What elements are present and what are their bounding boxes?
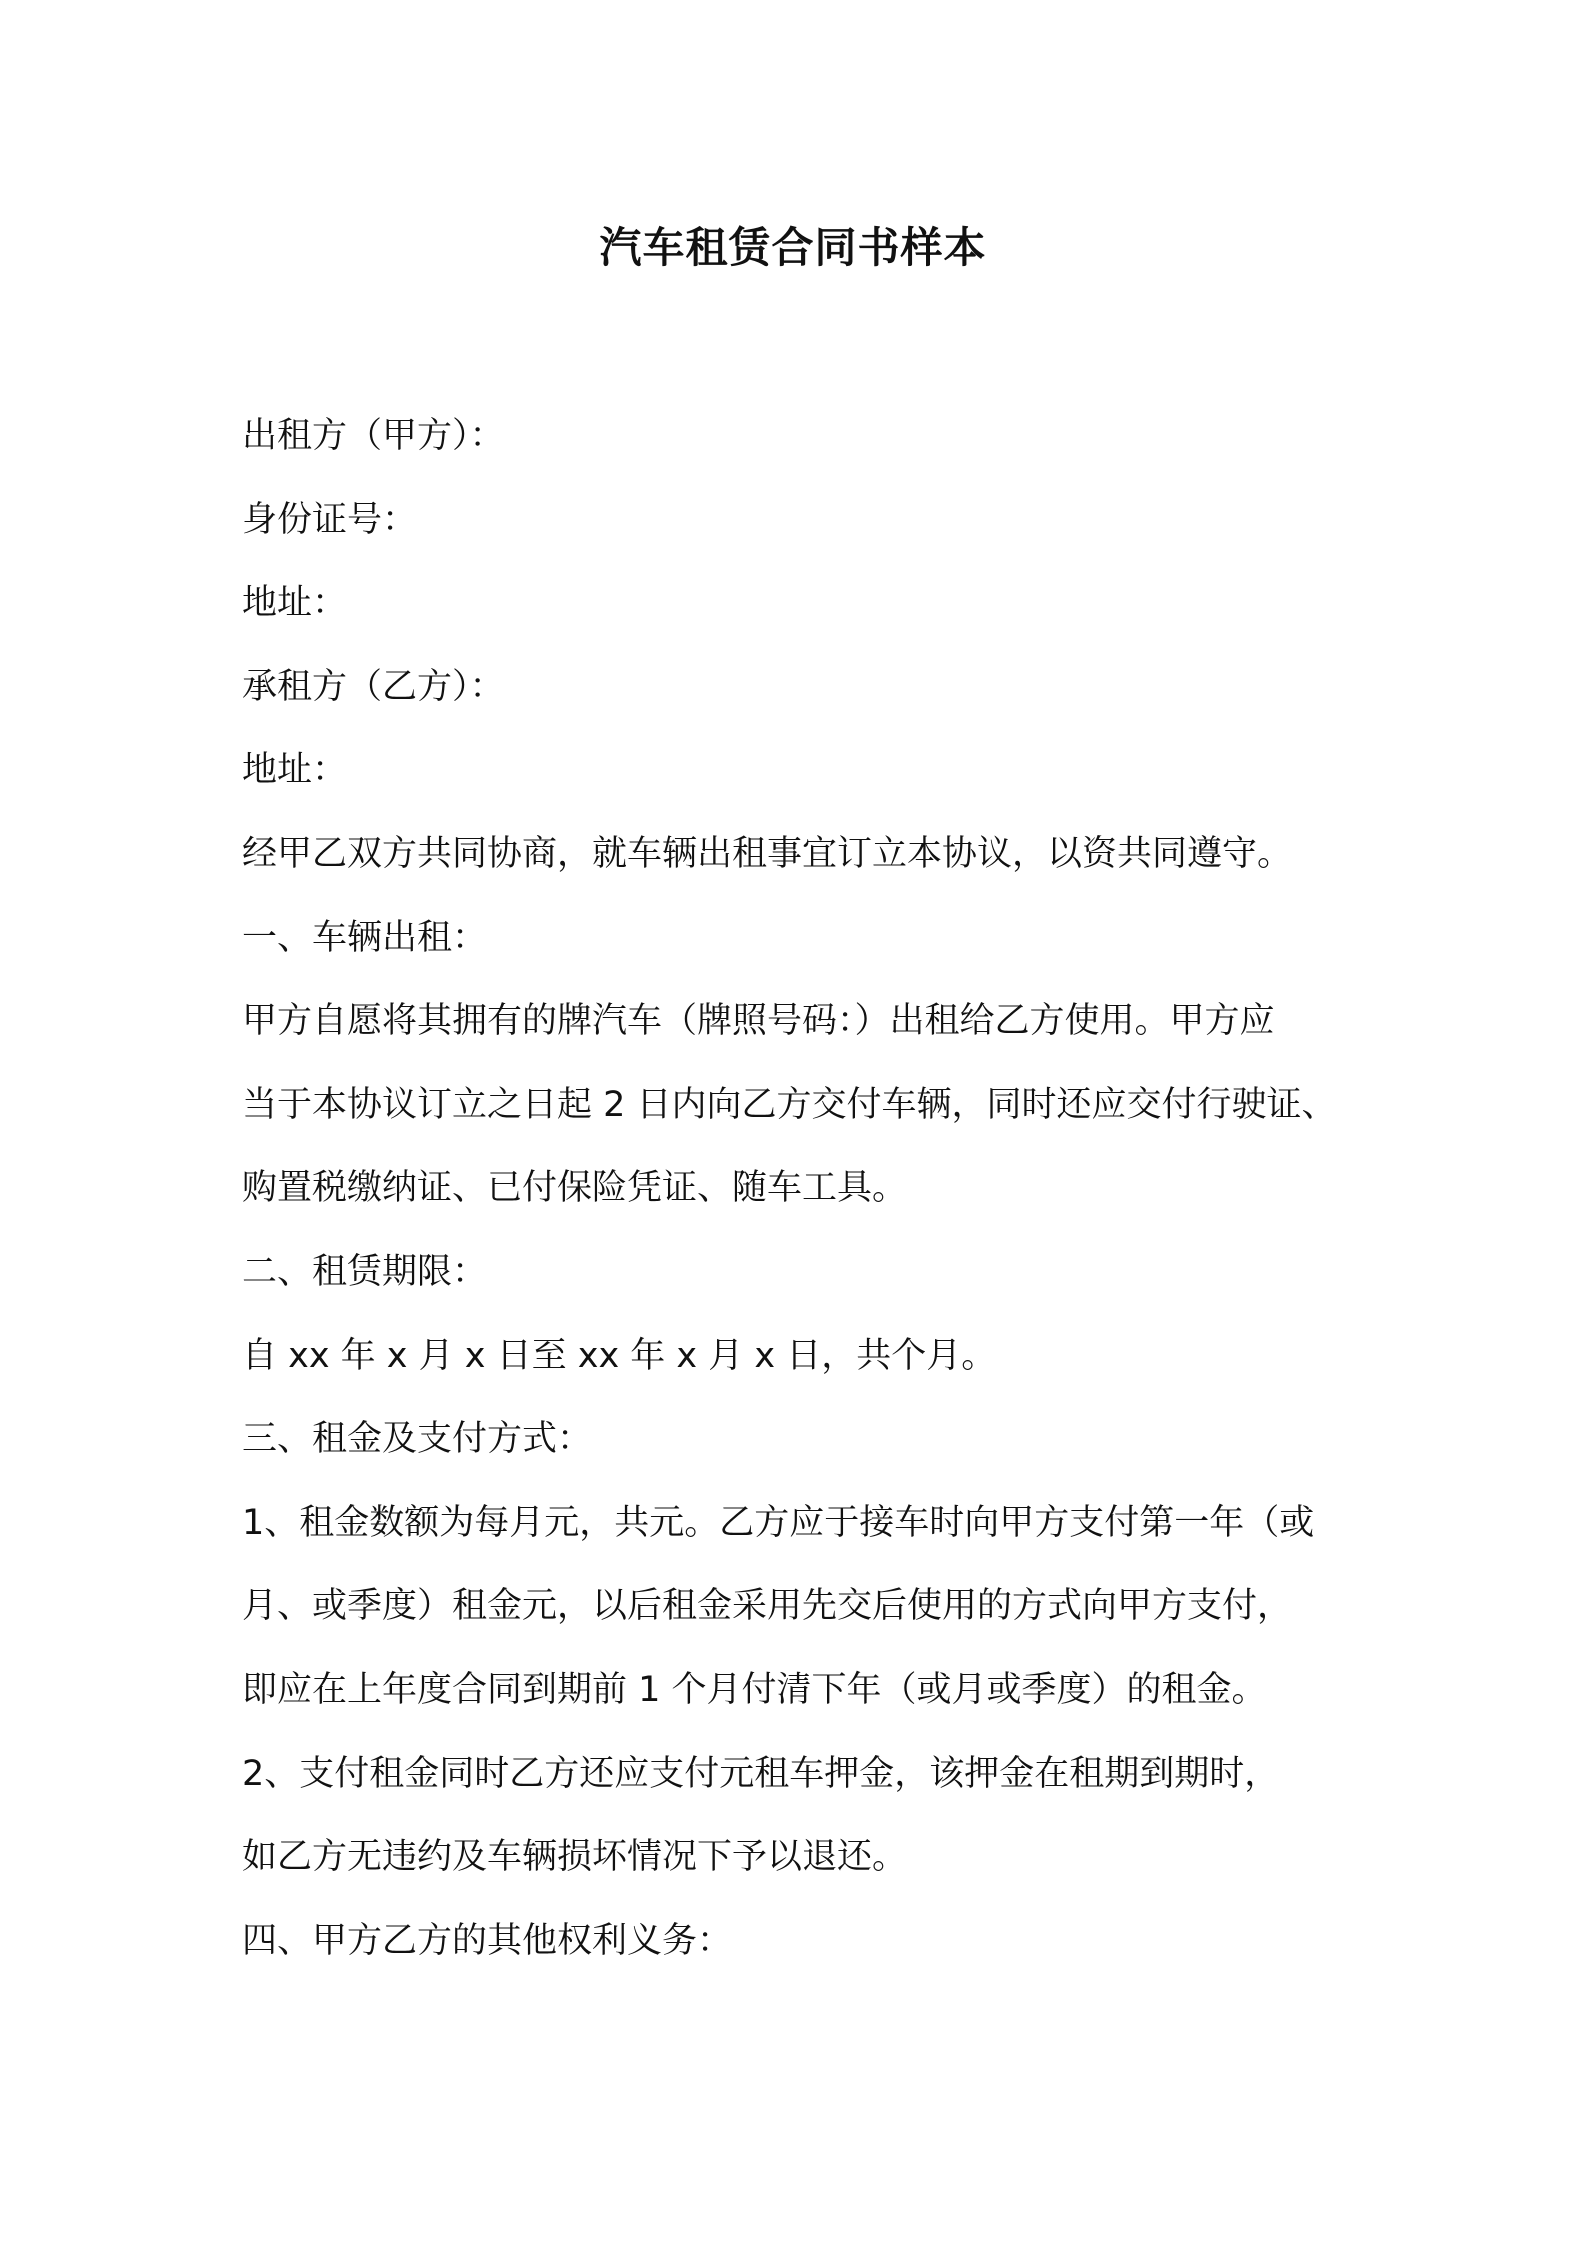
document-line: 地址： [242,750,348,791]
section-heading: 三、租金及支付方式： [242,1419,593,1460]
document-line: 身份证号： [242,499,418,540]
section-heading: 二、租赁期限： [242,1251,488,1292]
document-line: 出租方（甲方）： [242,416,505,456]
section-heading: 一、车辆出租： [242,917,488,958]
document-line: 经甲乙双方共同协商，就车辆出租事宜订立本协议，以资共同遵守。 [242,833,1293,874]
document-title: 汽车租赁合同书样本 [599,223,987,272]
document-line: 1、租金数额为每月元，共元。乙方应于接车时向甲方支付第一年（或 [242,1502,1315,1543]
document-body [242,406,1382,1994]
document-line: 如乙方无违约及车辆损坏情况下予以退还。 [242,1837,908,1878]
document-line: 购置税缴纳证、已付保险凭证、随车工具。 [242,1168,908,1209]
section-heading: 四、甲方乙方的其他权利义务： [242,1920,733,1961]
document-line: 自 xx 年 x 月 x 日至 xx 年 x 月 x 日，共个月。 [242,1335,997,1376]
document-line: 地址： [242,583,348,624]
document-line: 月、或季度）租金元，以后租金采用先交后使用的方式向甲方支付， [242,1586,1293,1627]
document-line: 当于本协议订立之日起 2 日内向乙方交付车辆，同时还应交付行驶证、 [242,1084,1337,1125]
document-line: 甲方自愿将其拥有的牌汽车（牌照号码：）出租给乙方使用。甲方应 [242,1001,1275,1042]
document-line: 即应在上年度合同到期前 1 个月付清下年（或月或季度）的租金。 [242,1669,1267,1710]
document-line: 承租方（乙方）： [242,666,505,707]
document-line: 2、支付租金同时乙方还应支付元租车押金，该押金在租期到期时， [242,1753,1280,1794]
